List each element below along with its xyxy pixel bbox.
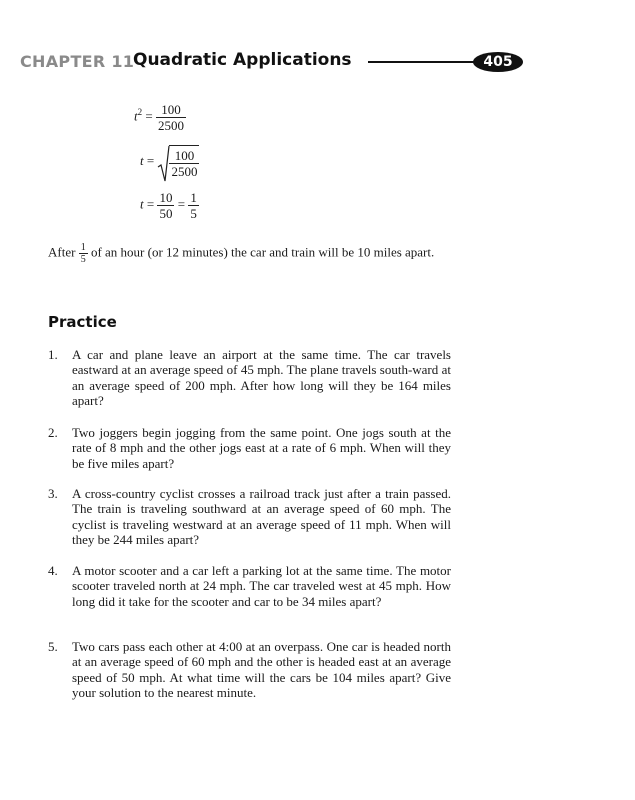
item-number: 1. [48,347,58,362]
item-number: 3. [48,486,58,501]
eq1-numerator: 100 [156,102,186,118]
conclusion-fraction-num: 1 [80,242,86,253]
conclusion-fraction-den: 5 [80,254,86,265]
eq3-equals: = [146,196,155,212]
eq3-equals-2: = [177,196,186,212]
item-text: Two joggers begin jogging from the same point. One jogs south at the rate of 8 mph and the other jogs east at a rate of 6 mph. When will they be five miles apart? [72,425,451,471]
eq1-equals: = [145,108,153,124]
item-number: 5. [48,639,58,654]
page-number: 405 [473,52,523,72]
practice-item-1 [48,347,451,409]
eq3-denominator-2: 5 [190,206,197,221]
eq3-fraction-1 [157,190,174,221]
eq2-radical [157,145,199,179]
conclusion-lead: After [48,244,76,260]
item-text: A motor scooter and a car left a parking lot at the same time. The motor scooter traveled north at 24 mph. The car traveled west at 45 mph. How long did it take for the scooter and car to be 34 miles apart? [72,563,451,609]
item-number: 4. [48,563,58,578]
item-number: 2. [48,425,58,440]
conclusion-rest: of an hour (or 12 minutes) the car and train will be 10 miles apart. [90,244,435,260]
eq3-numerator-2: 1 [190,190,197,205]
conclusion-paragraph [48,242,451,265]
eq3-numerator-1: 10 [159,190,173,205]
eq1-denominator: 2500 [157,118,184,133]
eq2-fraction [169,145,199,179]
practice-item-2 [48,425,451,471]
practice-item-5 [48,639,451,701]
chapter-label: CHAPTER 11 [20,52,135,71]
eq3-fraction-2 [188,190,199,221]
equation-1 [134,102,186,133]
eq2-denominator: 2500 [171,164,198,179]
eq3-denominator-1: 50 [159,206,173,221]
practice-heading: Practice [48,313,117,331]
item-text: A car and plane leave an airport at the same time. The car travels eastward at an average speed of 45 mph. The plane travels south-ward at an average speed of 200 mph. After how long will they be 164 miles apart? [72,347,451,409]
practice-item-4 [48,563,451,609]
eq1-fraction [156,102,186,133]
item-text: Two cars pass each other at 4:00 at an overpass. One car is headed north at an average speed of 60 mph and the other is headed east at an average speed of 50 mph. At what time will the cars be 104 miles apart? Give your solution to the nearest minute. [72,639,451,701]
equation-2 [140,145,199,179]
eq2-variable: t [140,152,144,168]
eq1-exponent: 2 [137,107,143,118]
header-rule [368,61,478,63]
page-header [20,50,525,76]
conclusion-fraction [79,242,88,265]
eq3-variable: t [140,196,144,212]
eq2-numerator: 100 [169,148,199,164]
radical-sign-icon [157,145,170,183]
practice-item-3 [48,486,451,548]
item-text: A cross-country cyclist crosses a railroad track just after a train passed. The train is traveling southward at an average speed of 60 mph. The cyclist is traveling westward at an average speed of 11 mph. When will they be 244 miles apart? [72,486,451,548]
chapter-title: Quadratic Applications [133,50,352,70]
eq2-equals: = [146,152,155,168]
eq1-variable: t [134,108,138,124]
equation-3 [140,190,199,221]
